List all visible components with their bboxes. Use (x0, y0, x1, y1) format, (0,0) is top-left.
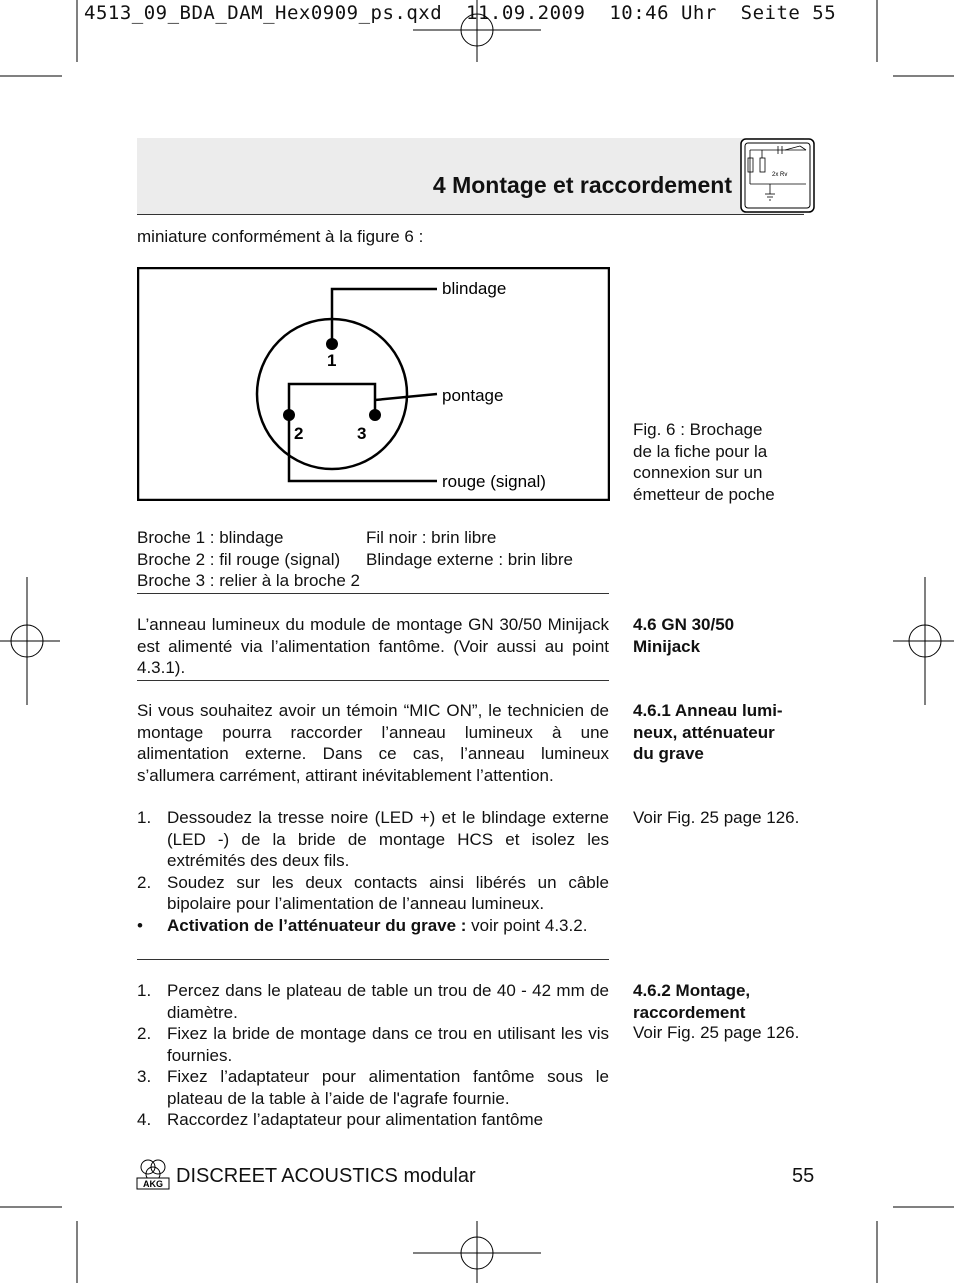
list-item: 3. Fixez l’adaptateur pour alimentation fantôme sous le plateau de la table à l’aide de l'agrafe fournie. (137, 1067, 609, 1108)
shield-label: blindage (442, 279, 507, 298)
page-number: 55 (792, 1165, 815, 1187)
section-4-6-2-heading: 4.6.2 Montage, raccordement (633, 981, 751, 1022)
print-header: 4513_09_BDA_DAM_Hex0909_ps.qxd 11.09.2009 10:46 Uhr Seite 55 (84, 2, 837, 24)
pin-table (137, 527, 609, 592)
footer-title: DISCREET ACOUSTICS modular (176, 1165, 476, 1187)
akg-logo-icon (134, 1156, 172, 1192)
table-row: Broche 2 : fil rouge (signal) Blindage externe : brin libre (137, 549, 573, 569)
logo-text: AKG (143, 1179, 163, 1189)
bridge-label: pontage (442, 386, 504, 405)
pin-2-label: 2 (294, 424, 304, 443)
figure-caption: Fig. 6 : Brochage de la fiche pour la connexion sur un émetteur de poche (633, 420, 775, 504)
pin-3-dot (369, 409, 381, 421)
list-item: • Activation de l’atténuateur du grave : voir point 4.3.2. (137, 915, 588, 935)
circuit-icon (740, 138, 815, 213)
intro-text: miniature conformément à la figure 6 : (137, 227, 424, 246)
icon-label: 2x Rv (772, 172, 788, 178)
list-item: 2. Fixez la bride de montage dans ce trou en utilisant les vis fournies. (137, 1024, 609, 1065)
section-4-6-1-steps (137, 807, 609, 936)
section-4-6-1-side-note: Voir Fig. 25 page 126. (633, 808, 800, 827)
section-4-6-2-steps (137, 980, 609, 1131)
section-4-6-1-text: Si vous souhaitez avoir un témoin “MIC ON”, le technicien de montage pourra raccorder l’anneau lumineux à une alimentation externe. Dans ce cas, l’anneau lumineux s’allumera carrément, attirant inévitablement l’attention. (137, 701, 609, 785)
signal-label: rouge (signal) (442, 472, 546, 491)
list-item: 1. Dessoudez la tresse noire (LED +) et le blindage externe (LED -) de la bride de montage HCS et isolez les extrémités des deux fils. (137, 808, 609, 870)
pin-1-dot (326, 338, 338, 350)
divider (137, 680, 609, 681)
table-row: Broche 1 : blindage Fil noir : brin libre (137, 528, 497, 547)
pin-1-label: 1 (327, 351, 337, 370)
list-item: 2. Soudez sur les deux contacts ainsi libérés un câble bipolaire pour l’alimentation de l’anneau lumineux. (137, 872, 609, 913)
section-4-6-2-side-note: Voir Fig. 25 page 126. (633, 1023, 800, 1042)
section-4-6-heading: 4.6 GN 30/50 Minijack (633, 615, 735, 656)
divider (137, 593, 609, 594)
pin-3-label: 3 (357, 424, 367, 443)
chapter-title: 4 Montage et raccordement (432, 172, 732, 198)
pin-2-dot (283, 409, 295, 421)
divider (137, 959, 609, 960)
section-4-6-1-heading: 4.6.1 Anneau lumi- neux, atténuateur du grave (633, 701, 783, 763)
list-item: 1. Percez dans le plateau de table un trou de 40 - 42 mm de diamètre. (137, 981, 609, 1022)
pin-diagram (137, 267, 610, 501)
list-item: 4. Raccordez l’adaptateur pour alimentation fantôme (137, 1110, 544, 1129)
table-row: Broche 3 : relier à la broche 2 (137, 571, 361, 590)
section-4-6-text: L’anneau lumineux du module de montage GN 30/50 Minijack est alimenté via l’alimentation fantôme. (Voir aussi au point 4.3.1). (137, 615, 609, 677)
